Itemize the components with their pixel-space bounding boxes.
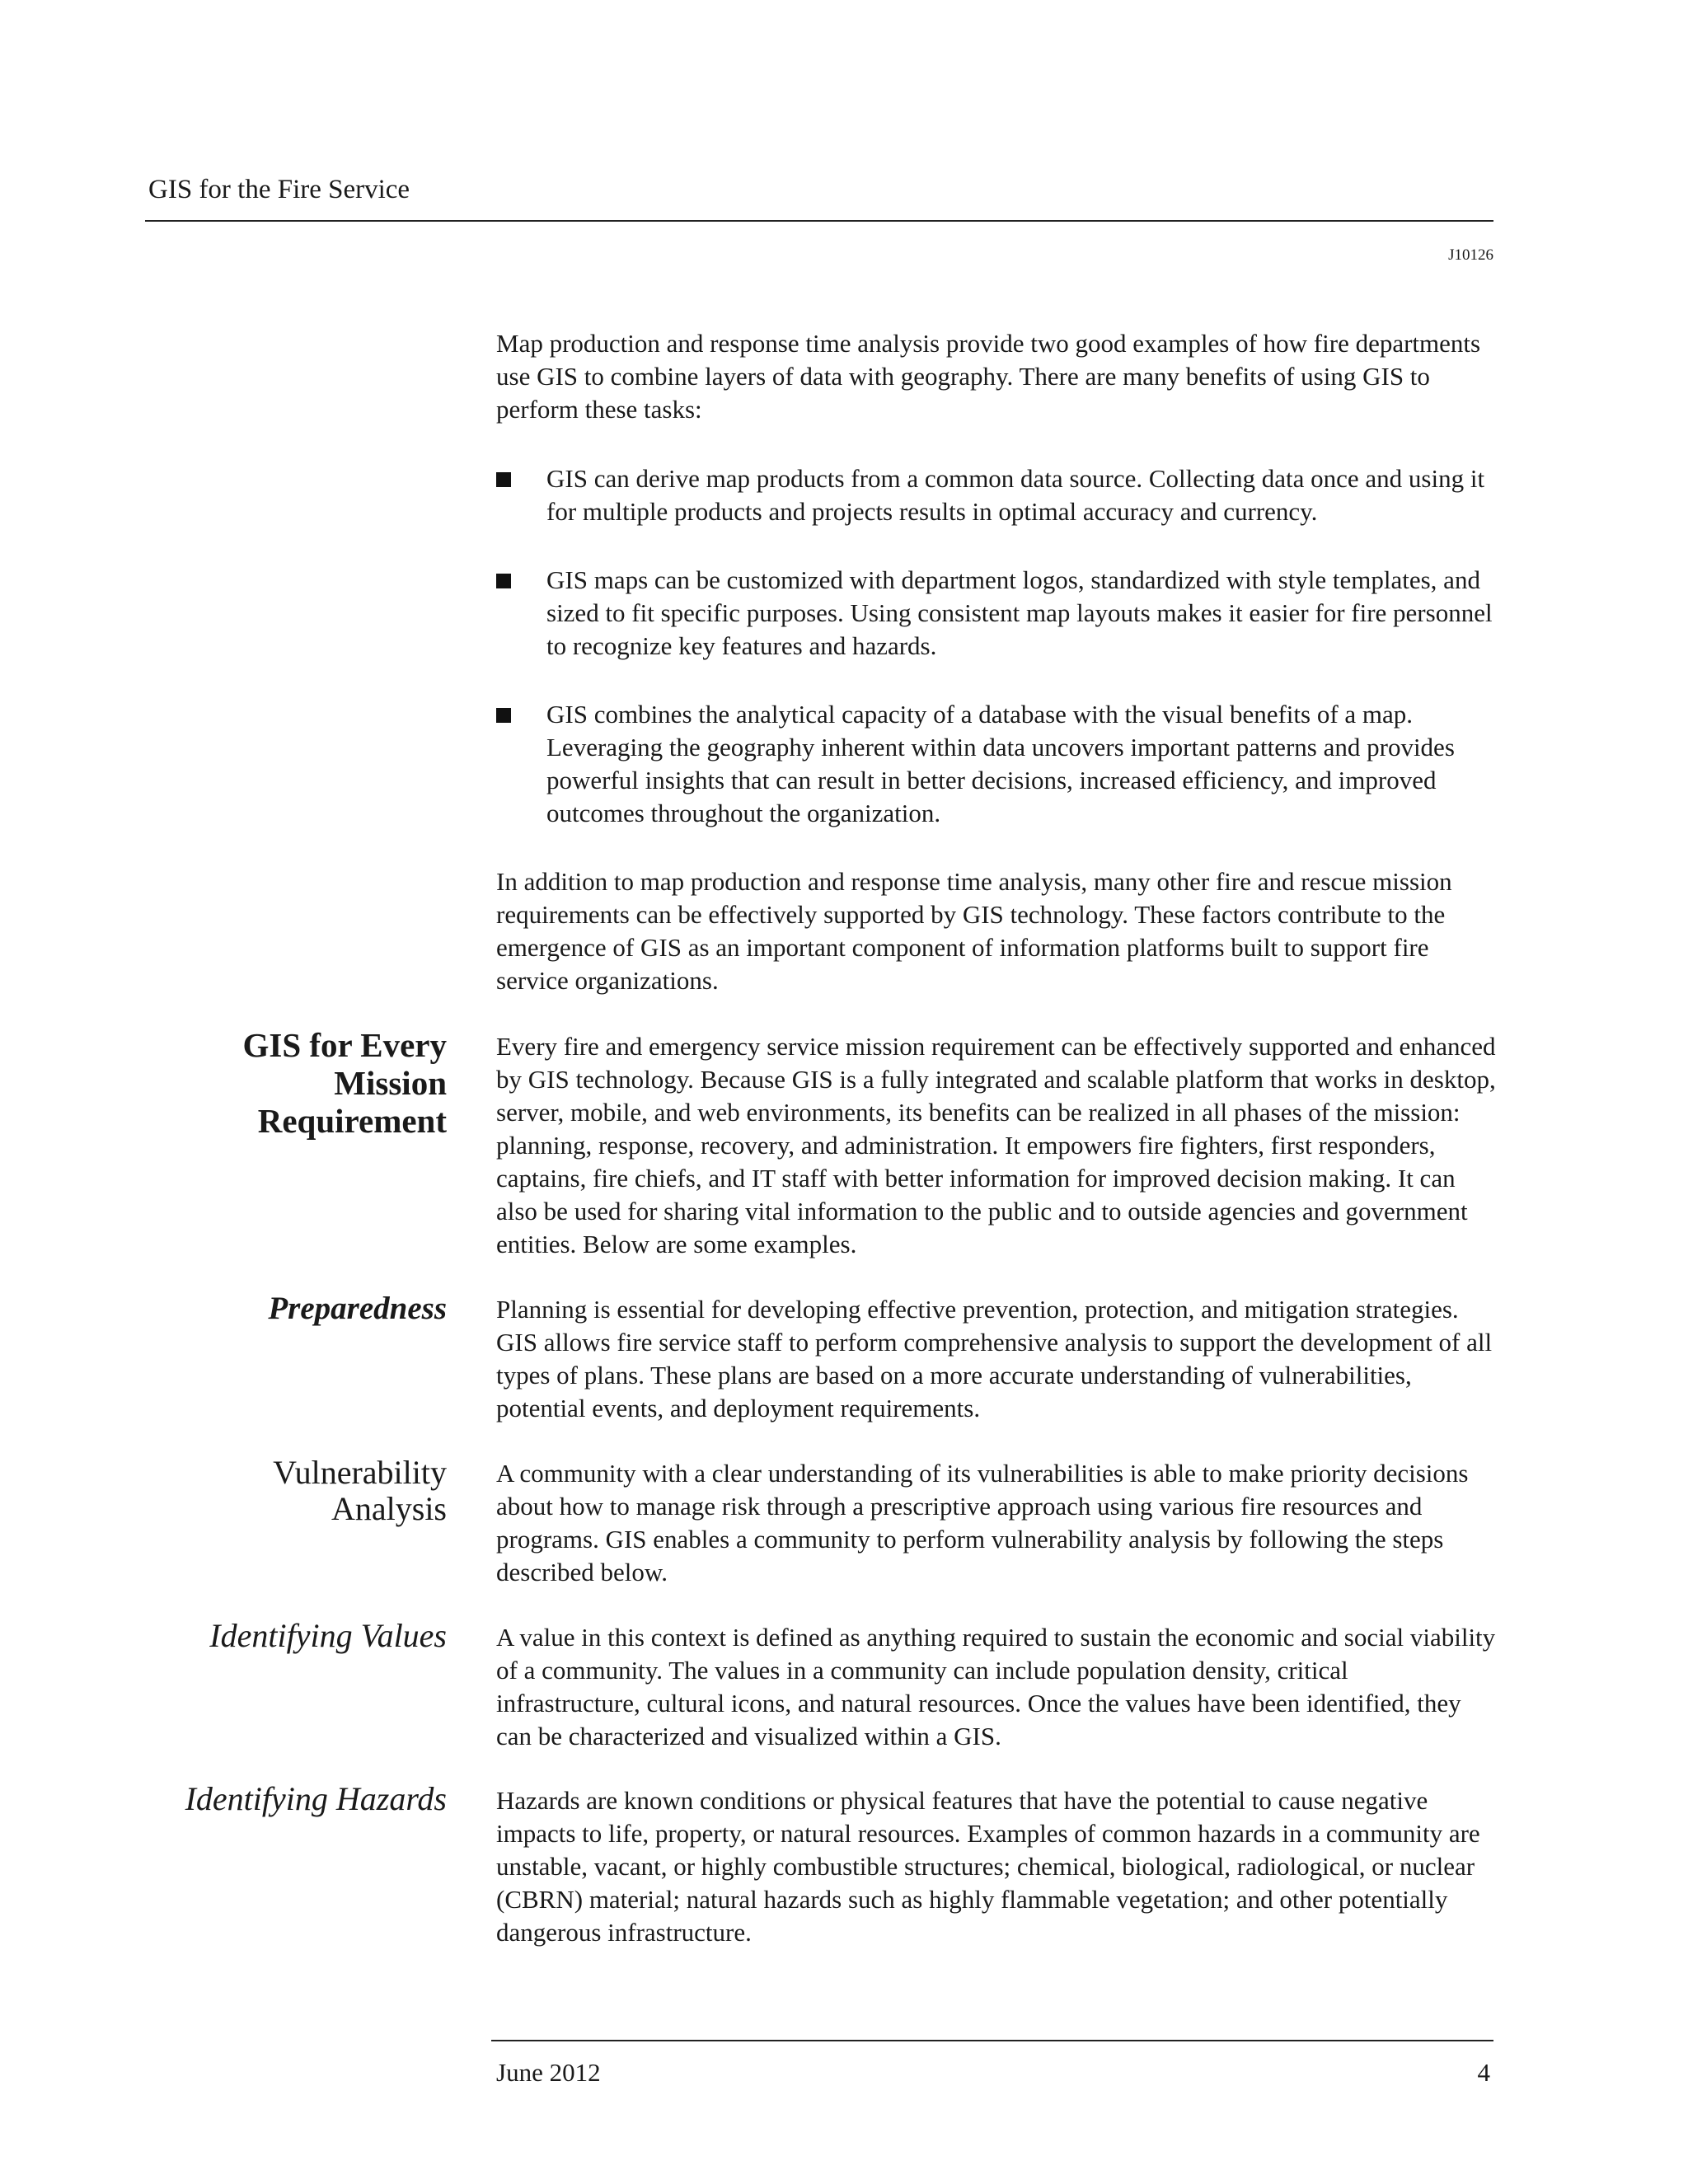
- section-heading-preparedness: [268, 1290, 447, 1328]
- section-heading-identifying-values: [209, 1618, 447, 1654]
- section-text-vulnerability-analysis: A community with a clear understanding of its vulnerabilities is able to make priority decisions about how to manage risk through a prescriptive approach using various fire resources and programs. GIS enables a community to perform vulnerability analysis by following the steps described below.: [496, 1459, 1469, 1586]
- intro-closing-paragraph: In addition to map production and response time analysis, many other fire and rescue mission requirements can be effectively supported by GIS technology. These factors contribute to the emergence of GIS as an important component of information platforms built to support fire service organizations.: [496, 867, 1452, 995]
- heading-line: Identifying Values: [209, 1617, 447, 1654]
- section-text-preparedness: Planning is essential for developing effective prevention, protection, and mitigation strategies. GIS allows fire service staff to perform comprehensive analysis to support the development of all types of plans. These plans are based on a more accurate understanding of vulnerabilities, potential events, and deployment requirements.: [496, 1295, 1493, 1422]
- running-header: GIS for the Fire Service: [148, 175, 410, 204]
- square-bullet-icon: [496, 574, 511, 588]
- heading-line: Requirement: [257, 1102, 447, 1140]
- square-bullet-icon: [496, 708, 511, 723]
- page-number: 4: [1477, 2058, 1490, 2087]
- header-divider: [145, 220, 1493, 222]
- bullet-text: GIS maps can be customized with department logos, standardized with style templates, and sized to fit specific purposes. Using consistent map layouts makes it easier for fire personnel to recognize key features and hazards.: [546, 565, 1493, 660]
- heading-line: Mission: [334, 1064, 447, 1102]
- section-text-identifying-values: A value in this context is defined as anything required to sustain the economic and social viability of a community. The values in a community can include population density, critical infrastructure, cultural icons, and natural resources. Once the values have been identified, they can be characterized and visualized within a GIS.: [496, 1623, 1496, 1750]
- document-id: J10126: [1448, 246, 1493, 264]
- section-heading-mission-requirement: [242, 1026, 447, 1140]
- footer-divider: [491, 2040, 1493, 2041]
- heading-line: Identifying Hazards: [185, 1780, 447, 1817]
- heading-line: GIS for Every: [242, 1026, 447, 1064]
- footer-date: June 2012: [496, 2058, 601, 2087]
- heading-line: Preparedness: [268, 1291, 447, 1326]
- bullet-text: GIS can derive map products from a common data source. Collecting data once and using it for multiple products and projects results in optimal accuracy and currency.: [546, 464, 1485, 526]
- section-heading-identifying-hazards: [185, 1781, 447, 1817]
- section-heading-vulnerability-analysis: [273, 1455, 447, 1527]
- bullet-text: GIS combines the analytical capacity of a database with the visual benefits of a map. Leveraging the geography inherent within data uncovers important patterns and provides powerful insights that can result in better decisions, increased efficiency, and improved outcomes throughout the organization.: [546, 700, 1455, 827]
- heading-line: Vulnerability: [273, 1454, 447, 1491]
- intro-paragraph: Map production and response time analysis provide two good examples of how fire departments use GIS to combine layers of data with geography. There are many benefits of using GIS to perform these tasks:: [496, 329, 1481, 424]
- square-bullet-icon: [496, 472, 511, 487]
- section-text-mission-requirement: Every fire and emergency service mission requirement can be effectively supported and enhanced by GIS technology. Because GIS is a fully integrated and scalable platform that works in desktop, server, mobile, and web environments, its benefits can be realized in all phases of the mission: planning, response, recovery, and administration. It empowers fire fighters, first responders, captains, fire chiefs, and IT staff with better information for improved decision making. It can also be used for sharing vital information to the public and to outside agencies and government entities. Below are some examples.: [496, 1032, 1496, 1258]
- heading-line: Analysis: [331, 1490, 447, 1527]
- section-text-identifying-hazards: Hazards are known conditions or physical features that have the potential to cause negative impacts to life, property, or natural resources. Examples of common hazards in a community are unstable, vacant, or highly combustible structures; chemical, biological, radiological, or nuclear (CBRN) material; natural hazards such as highly flammable vegetation; and other potentially dangerous infrastructure.: [496, 1786, 1480, 1947]
